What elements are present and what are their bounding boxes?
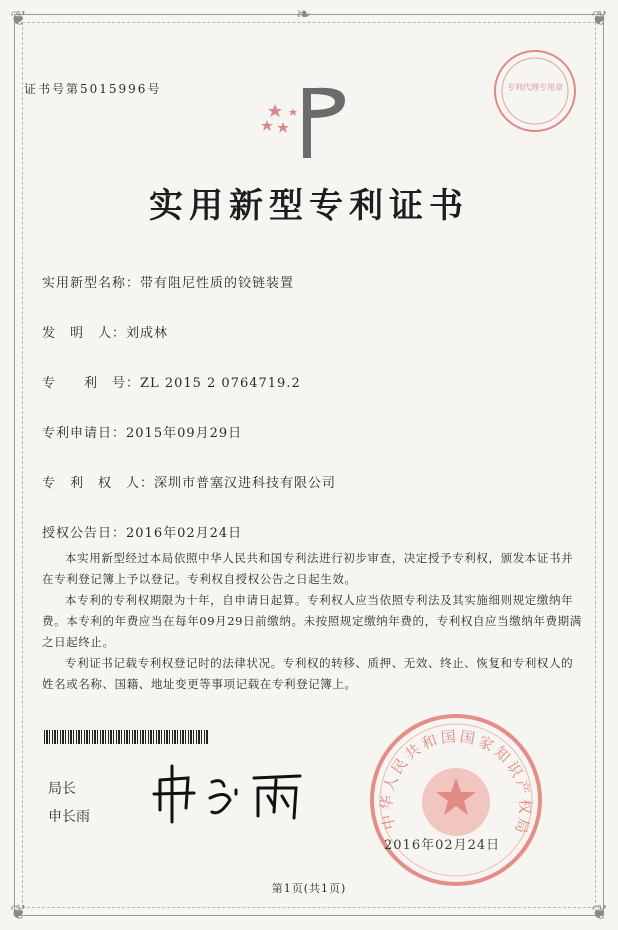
barcode <box>44 730 209 744</box>
field-grant-date <box>42 522 242 541</box>
top-ornament-icon: ❧ <box>296 4 312 25</box>
corner-ornament-icon: ❦ <box>10 900 27 924</box>
signatory-title: 局长 <box>48 781 76 797</box>
field-patentee <box>42 472 336 491</box>
field-value: 2015年09月29日 <box>126 426 243 441</box>
field-value: 带有阻尼性质的铰链装置 <box>140 276 295 291</box>
field-label: 专利申请日： <box>42 426 127 441</box>
field-patent-number <box>42 372 301 391</box>
field-value: 2016年02月24日 <box>126 526 243 541</box>
field-label: 发 明 人： <box>42 326 127 341</box>
field-value: 深圳市普塞汉进科技有限公司 <box>154 476 337 491</box>
body-paragraph: 本实用新型经过本局依照中华人民共和国专利法进行初步审查，决定授予专利权，颁发本证书并在专利登记簿上予以登记。专利权自授权公告之日起生效。 <box>42 551 574 586</box>
corner-ornament-icon: ❦ <box>591 6 608 30</box>
field-label: 实用新型名称： <box>42 276 141 291</box>
certificate-number: 证书号第5015996号 <box>24 82 162 96</box>
corner-ornament-icon: ❦ <box>591 900 608 924</box>
agency-seal-icon <box>490 46 580 136</box>
certificate-body <box>42 548 582 695</box>
field-label: 授权公告日： <box>42 526 127 541</box>
patent-office-logo-icon <box>255 78 365 168</box>
signatory-name: 申长雨 <box>48 809 90 825</box>
field-label: 专 利 权 人： <box>42 476 155 491</box>
seal-text: 中华人民共和国国家知识产权局 <box>377 727 535 839</box>
body-paragraph: 专利证书记载专利权登记时的法律状况。专利权的转移、质押、无效、终止、恢复和专利权人的姓名或名称、国籍、地址变更等事项记载在专利登记簿上。 <box>42 656 574 691</box>
field-value: ZL 2015 2 0764719.2 <box>140 376 301 391</box>
agency-seal-text: 专利代理专用章 <box>507 83 563 92</box>
field-inventor <box>42 322 168 341</box>
official-seal-icon <box>366 710 546 890</box>
field-utility-model-name <box>42 272 294 291</box>
seal-date: 2016年02月24日 <box>384 838 501 853</box>
field-value: 刘成林 <box>126 326 169 341</box>
field-label: 专 利 号： <box>42 376 141 391</box>
page-number: 第1页(共1页) <box>271 882 347 895</box>
certificate-title: 实用新型专利证书 <box>149 186 469 226</box>
corner-ornament-icon: ❦ <box>10 6 27 30</box>
handwritten-signature-icon <box>150 760 320 830</box>
body-paragraph: 本专利的专利权期限为十年，自申请日起算。专利权人应当依照专利法及其实施细则规定缴纳年费。本专利的年费应当在每年09月29日前缴纳。未按照规定缴纳年费的，专利权自应当缴纳年费期满之日起终止。 <box>42 593 582 649</box>
field-application-date <box>42 422 242 441</box>
